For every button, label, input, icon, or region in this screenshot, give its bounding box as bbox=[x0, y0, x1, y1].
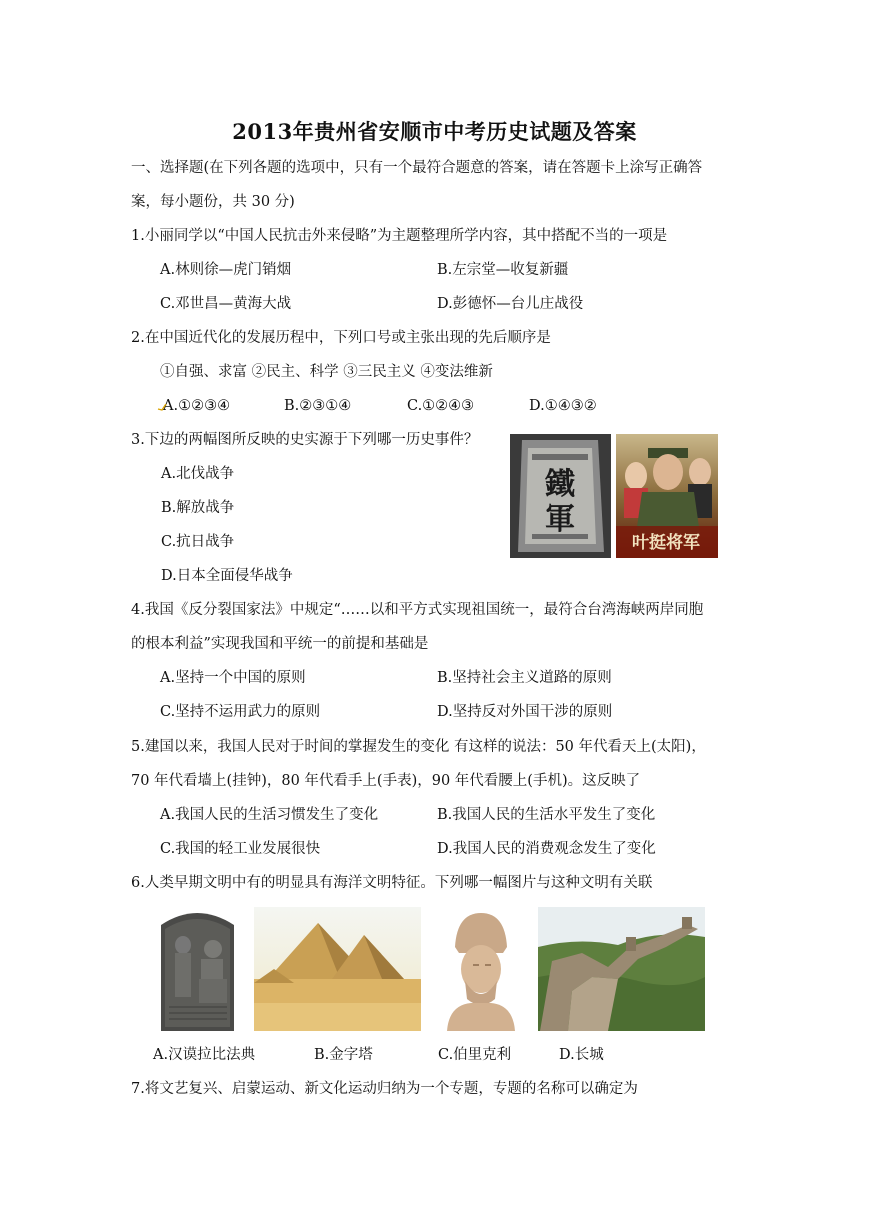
q1-option-a: A.林则徐—虎门销烟 bbox=[160, 262, 292, 278]
q5-option-a: A.我国人民的生活习惯发生了变化 bbox=[160, 807, 379, 823]
q4-option-a: A.坚持一个中国的原则 bbox=[160, 670, 306, 686]
q3-option-a: A.北伐战争 bbox=[161, 466, 235, 482]
flag-character-1: 鐵 bbox=[545, 467, 575, 502]
q4-option-d: D.坚持反对外国干涉的原则 bbox=[437, 704, 613, 720]
q6-option-d: D.长城 bbox=[559, 1047, 604, 1063]
q5-option-d: D.我国人民的消费观念发生了变化 bbox=[437, 841, 656, 857]
q5-stem-line2: 70 年代看墙上(挂钟)，80 年代看手上(手表)，90 年代看腰上(手机)。这反映了 bbox=[131, 773, 641, 789]
q3-stem: 3.下边的两幅图所反映的史实源于下列哪一历史事件？ bbox=[131, 432, 479, 448]
iron-army-flag-image bbox=[510, 434, 611, 558]
q7-stem: 7.将文艺复兴、启蒙运动、新文化运动归纳为一个专题，专题的名称可以确定为 bbox=[131, 1081, 638, 1097]
q4-option-c: C.坚持不运用武力的原则 bbox=[160, 704, 321, 720]
q6-stem: 6.人类早期文明中有的明显具有海洋文明特征。下列哪一幅图片与这种文明有关联 bbox=[131, 875, 653, 891]
hammurabi-stele-image bbox=[155, 907, 240, 1031]
q5-option-c: C.我国的轻工业发展很快 bbox=[160, 841, 321, 857]
q5-option-b: B.我国人民的生活水平发生了变化 bbox=[437, 807, 656, 823]
anchor-mark-icon bbox=[157, 403, 167, 411]
section-intro-line2: 案，每小题份，共 30 分) bbox=[131, 194, 295, 210]
pericles-bust-image bbox=[435, 907, 525, 1031]
section-intro-line1: 一、选择题(在下列各题的选项中，只有一个最符合题意的答案，请在答题卡上涂写正确答 bbox=[131, 160, 703, 176]
q2-option-b: B.②③①④ bbox=[284, 398, 352, 414]
q4-option-b: B.坚持社会主义道路的原则 bbox=[437, 670, 612, 686]
q3-option-d: D.日本全面侵华战争 bbox=[161, 568, 293, 584]
great-wall-image bbox=[538, 907, 705, 1031]
pyramids-image bbox=[254, 907, 421, 1031]
q1-stem: 1.小丽同学以“中国人民抗击外来侵略”为主题整理所学内容，其中搭配不当的一项是 bbox=[131, 228, 668, 244]
q1-option-c: C.邓世昌—黄海大战 bbox=[160, 296, 292, 312]
q2-stem: 2.在中国近代化的发展历程中，下列口号或主张出现的先后顺序是 bbox=[131, 330, 551, 346]
flag-character-2: 軍 bbox=[545, 502, 575, 537]
q5-stem-line1: 5.建国以来，我国人民对于时间的掌握发生的变化 有这样的说法：50 年代看天上(太阳)， bbox=[131, 739, 706, 755]
q2-option-d: D.①④③② bbox=[529, 398, 597, 414]
q4-stem-line1: 4.我国《反分裂国家法》中规定“……以和平方式实现祖国统一，最符合台湾海峡两岸同胞 bbox=[131, 602, 704, 618]
poster-title: 叶挺将军 bbox=[632, 533, 700, 553]
q2-items: ①自强、求富 ②民主、科学 ③三民主义 ④变法维新 bbox=[160, 364, 493, 380]
q4-stem-line2: 的根本利益”实现我国和平统一的前提和基础是 bbox=[131, 636, 429, 652]
page-title: 2013年贵州省安顺市中考历史试题及答案 bbox=[232, 119, 637, 144]
q1-option-d: D.彭德怀—台儿庄战役 bbox=[437, 296, 584, 312]
q6-option-a: A.汉谟拉比法典 bbox=[153, 1047, 256, 1063]
q6-option-b: B.金字塔 bbox=[314, 1047, 373, 1063]
q2-option-c: C.①②④③ bbox=[407, 398, 475, 414]
q1-option-b: B.左宗堂—收复新疆 bbox=[437, 262, 569, 278]
q3-option-b: B.解放战争 bbox=[161, 500, 235, 516]
q6-option-c: C.伯里克利 bbox=[438, 1047, 512, 1063]
q3-option-c: C.抗日战争 bbox=[161, 534, 235, 550]
ye-ting-poster-image bbox=[616, 434, 718, 558]
q2-option-a: A.①②③④ bbox=[163, 398, 231, 414]
